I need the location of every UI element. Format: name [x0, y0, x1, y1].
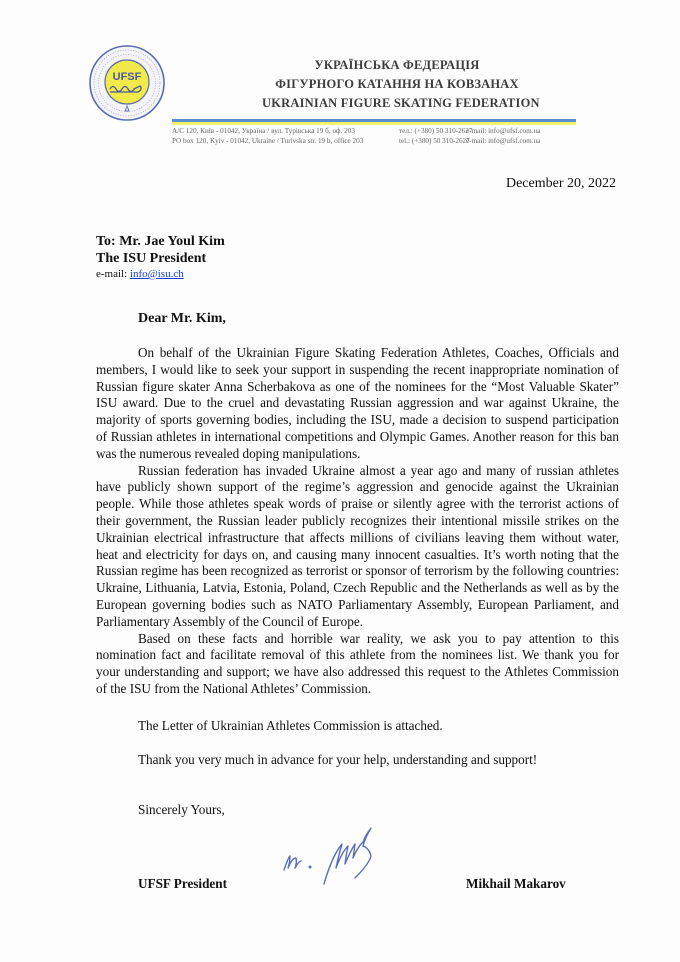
handwritten-signature-icon [272, 812, 432, 892]
address-ua: А/С 120, Київ - 01042, Україна / вул. Турівська 19 б, оф. 203 [172, 127, 355, 135]
signer-name: Mikhail Makarov [466, 876, 566, 891]
body-paragraph: On behalf of the Ukrainian Figure Skating Federation Athletes, Coaches, Officials and members, I would like to seek your support in suspending the recent inappropriate nomination of Russian figure skater Anna Scherbakova as one of the nominees for the “Most Valuable Skater” ISU award. Due to the cruel and devastating Russian aggression and war against Ukraine, the majority of sports governing bodies, including the ISU, made a decision to suspend participation of Russian athletes in international competitions and Olympic Games. Another reason for this ban was the numerous revealed doping manipulations. [96, 345, 619, 461]
email-ua: e-mail: info@ufsf.com.ua [466, 127, 541, 135]
email-en: e-mail: info@ufsf.com.ua [466, 136, 541, 145]
letter-date: December 20, 2022 [505, 176, 616, 191]
thanks-line: Thank you very much in advance for your help, understanding and support! [138, 752, 538, 767]
recipient-name: To: Mr. Jae Youl Kim [96, 234, 225, 249]
phone-en: tel.: (+380) 50 310-2627 [399, 136, 470, 145]
phone-ua: тел.: (+380) 50 310-2627 [399, 127, 473, 135]
recipient-email-line [96, 267, 225, 282]
recipient-block [96, 233, 225, 282]
salutation: Dear Mr. Kim, [138, 311, 226, 326]
flag-stripe-yellow [172, 122, 576, 125]
signer-title: UFSF President [138, 876, 228, 891]
body-paragraph: Russian federation has invaded Ukraine almost a year ago and many of russian athletes have publicly shown support of the regime’s aggression and genocide against the Ukrainian people. While those athletes speak words of praise or silently agree with the terrorist actions of their government, the Russian leader publicly recognizes their intentional missile strikes on the Ukrainian electrical infrastructure that affects millions of civilians leaving them without water, heat and electricity for days on, and causing many innocent casualties. It’s worth noting that the Russian regime has been recognized as terrorist or sponsor of terrorism by the following countries: Ukraine, Lithuania, Latvia, Estonia, Poland, Czech Republic and the Netherlands as well as by the European governing bodies such as NATO Parliamentary Assembly, European Parliament, and Parliamentary Assembly of the Council of Europe. [96, 462, 619, 629]
body-paragraph: Based on these facts and horrible war reality, we ask you to pay attention to this nomination fact and facilitate removal of this athlete from the nominees list. We thank you for your understanding and support; we have also addressed this request to the Athletes Commission of the ISU from the National Athletes’ Commission. [96, 630, 619, 696]
letter-body [96, 345, 619, 698]
org-name-en: UKRAINIAN FIGURE SKATING FEDERATION [262, 96, 540, 110]
flag-stripe-divider [172, 119, 576, 125]
org-name-ua-line1: УКРАЇНСЬКА ФЕДЕРАЦІЯ [314, 58, 480, 72]
svg-text:UFSF: UFSF [112, 71, 142, 83]
closing: Sincerely Yours, [138, 802, 225, 817]
org-name-ua-line2: ФІГУРНОГО КАТАННЯ НА КОВЗАНАХ [275, 77, 519, 91]
address-en: PO box 120, Kyiv - 01042, Ukraine / Turivska str. 19 b, office 203 [172, 136, 364, 145]
recipient-email-label: e-mail: [96, 268, 130, 280]
ufsf-emblem-icon [88, 44, 166, 122]
recipient-title: The ISU President [96, 251, 207, 266]
organization-name [262, 56, 540, 113]
recipient-email-link[interactable]: info@isu.ch [129, 268, 184, 280]
attachment-note: The Letter of Ukrainian Athletes Commission is attached. [138, 718, 443, 733]
